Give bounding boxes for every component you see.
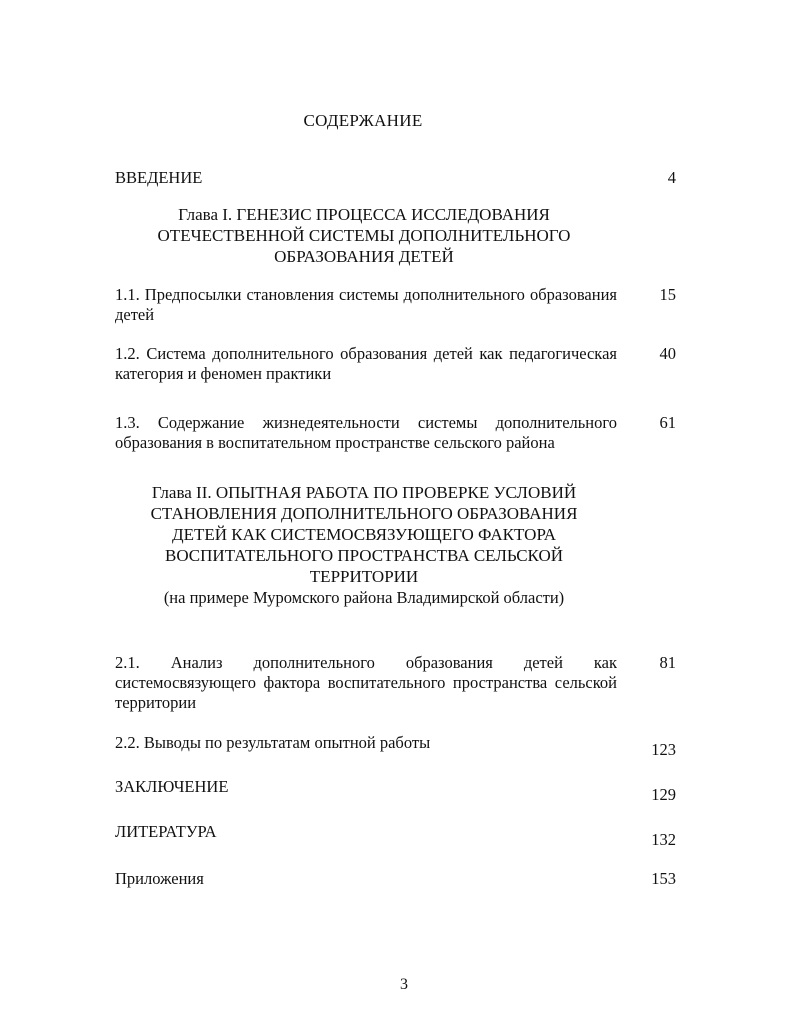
toc-page-intro: 4 xyxy=(667,168,676,187)
page-number: 3 xyxy=(400,976,408,993)
toc-entry-2-2: 2.2. Выводы по результатам опытной работы xyxy=(115,733,431,752)
chapter-2-subtitle: (на примере Муромского района Владимирской области) xyxy=(163,588,565,607)
chapter-1-line: ОТЕЧЕСТВЕННОЙ СИСТЕМЫ ДОПОЛНИТЕЛЬНОГО xyxy=(157,226,571,245)
toc-page-1-2: 40 xyxy=(659,344,676,363)
page-title: СОДЕРЖАНИЕ xyxy=(303,111,423,130)
chapter-2-line: ВОСПИТАТЕЛЬНОГО ПРОСТРАНСТВА СЕЛЬСКОЙ xyxy=(164,546,564,565)
chapter-1-line: ОБРАЗОВАНИЯ ДЕТЕЙ xyxy=(274,247,454,266)
toc-page-1-1: 15 xyxy=(659,285,676,304)
chapter-2-line: СТАНОВЛЕНИЯ ДОПОЛНИТЕЛЬНОГО ОБРАЗОВАНИЯ xyxy=(150,504,578,523)
toc-entry-intro: ВВЕДЕНИЕ xyxy=(115,168,203,187)
toc-entry-conclusion: ЗАКЛЮЧЕНИЕ xyxy=(115,777,229,796)
toc-entry-1-1: 1.1. Предпосылки становления системы дополнительного образования детей xyxy=(115,285,617,324)
chapter-1-heading xyxy=(110,204,618,267)
toc-entry-appendices: Приложения xyxy=(115,869,204,888)
toc-page-1-3: 61 xyxy=(659,413,676,432)
toc-page-conclusion: 129 xyxy=(651,785,676,804)
chapter-2-line: ТЕРРИТОРИИ xyxy=(309,567,419,586)
chapter-1-line: Глава I. ГЕНЕЗИС ПРОЦЕССА ИССЛЕДОВАНИЯ xyxy=(178,205,550,224)
chapter-2-heading xyxy=(110,482,618,608)
toc-page-literature: 132 xyxy=(651,830,676,849)
chapter-2-line: Глава II. ОПЫТНАЯ РАБОТА ПО ПРОВЕРКЕ УСЛОВИЙ xyxy=(151,483,577,502)
toc-entry-2-1: 2.1. Анализ дополнительного образования детей как системосвязующего фактора воспитательного пространства сельской территории xyxy=(115,653,617,712)
toc-entry-1-3: 1.3. Содержание жизнедеятельности системы дополнительного образования в воспитательном пространстве сельского района xyxy=(115,413,617,452)
toc-entry-1-2: 1.2. Система дополнительного образования детей как педагогическая категория и феномен практики xyxy=(115,344,617,383)
toc-page-2-2: 123 xyxy=(651,740,676,759)
toc-entry-literature: ЛИТЕРАТУРА xyxy=(115,822,217,841)
toc-page-appendices: 153 xyxy=(651,869,676,888)
toc-page-2-1: 81 xyxy=(659,653,676,672)
chapter-2-line: ДЕТЕЙ КАК СИСТЕМОСВЯЗУЮЩЕГО ФАКТОРА xyxy=(171,525,556,544)
